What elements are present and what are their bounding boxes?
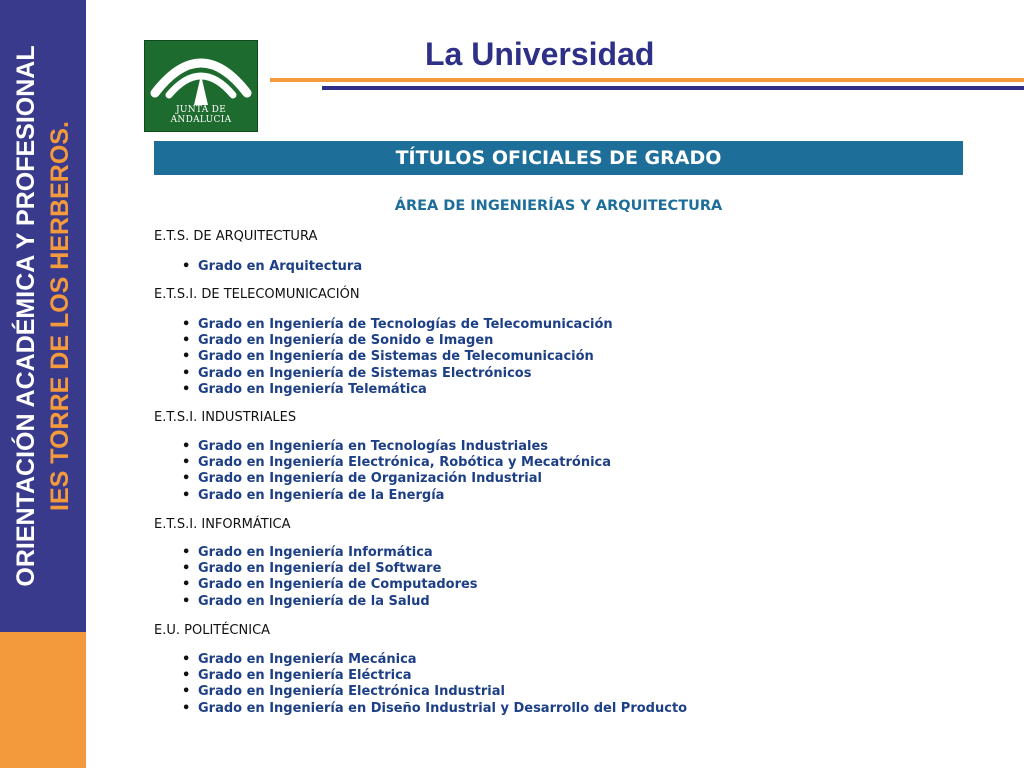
degree-item: • Grado en Ingeniería del Software [182,561,442,577]
degree-label: Grado en Ingeniería Informática [198,545,433,560]
sidebar-caption [9,45,77,586]
degree-label: Grado en Ingeniería de Sonido e Imagen [198,333,494,349]
degree-item: • Grado en Ingeniería de Computadores [182,577,478,593]
degree-item: • Grado en Ingeniería de Sistemas de Telecomunicación [182,349,594,365]
degree-list [182,545,478,610]
sidebar-accent [0,632,86,768]
logo-arch-icon [145,41,257,111]
degree-label: Grado en Ingeniería del Software [198,561,442,577]
degree-label: Grado en Ingeniería Eléctrica [198,668,412,684]
degree-label: Grado en Ingeniería en Diseño Industrial y Desarrollo del Producto [198,700,688,716]
degree-item: • Grado en Ingeniería Electrónica, Robótica y Mecatrónica [182,455,612,471]
degree-label: Grado en Ingeniería de Computadores [198,577,478,593]
school-heading: E.T.S.I. INDUSTRIALES [154,410,297,425]
school-heading: E.U. POLITÉCNICA [154,623,271,638]
degree-label: Grado en Ingeniería de Sistemas Electrónicos [198,365,532,381]
degree-label: Grado en Ingeniería de Organización Industrial [198,471,542,487]
degree-label: Grado en Ingeniería Electrónica Industrial [198,684,505,700]
sidebar-line-school: IES TORRE DE LOS HERBEROS. [46,121,74,511]
degree-list [182,317,613,398]
degree-label: Grado en Ingeniería de la Salud [198,593,430,609]
degree-item: • Grado en Ingeniería Informática [182,545,433,560]
degree-item: • Grado en Ingeniería en Tecnologías Industriales [182,439,549,454]
sidebar-line-orientation: ORIENTACIÓN ACADÉMICA Y PROFESIONAL [12,45,40,587]
degree-item: • Grado en Ingeniería de la Salud [182,593,430,609]
degree-label: Grado en Arquitectura [198,259,363,274]
degree-item: • Grado en Ingeniería de Sonido e Imagen [182,333,494,349]
page-title: La Universidad [425,36,655,72]
title-rule-orange [270,78,1024,82]
degree-label: Grado en Ingeniería de Tecnologías de Telecomunicación [198,317,613,332]
degree-item: • Grado en Ingeniería en Diseño Industrial y Desarrollo del Producto [182,700,688,716]
title-rule-navy [322,86,1024,90]
school-heading: E.T.S. DE ARQUITECTURA [154,229,318,244]
degree-item: • Grado en Arquitectura [182,259,363,274]
degree-list [182,652,687,717]
degree-item: • Grado en Ingeniería de Tecnologías de Telecomunicación [182,317,613,332]
degree-label: Grado en Ingeniería Electrónica, Robótica y Mecatrónica [198,455,612,471]
degree-list [182,259,362,275]
area-heading: ÁREA DE INGENIERÍAS Y ARQUITECTURA [394,198,723,214]
school-heading: E.T.S.I. DE TELECOMUNICACIÓN [154,287,360,302]
degree-label: Grado en Ingeniería de Sistemas de Telecomunicación [198,349,594,365]
school-heading: E.T.S.I. INFORMÁTICA [154,517,291,532]
degree-label: Grado en Ingeniería de la Energía [198,487,445,503]
degree-item: • Grado en Ingeniería de la Energía [182,487,445,503]
degree-item: • Grado en Ingeniería de Sistemas Electrónicos [182,365,532,381]
degree-item: • Grado en Ingeniería Electrónica Industrial [182,684,505,700]
section-banner: TÍTULOS OFICIALES DE GRADO [154,141,963,175]
degree-item: • Grado en Ingeniería de Organización Industrial [182,471,542,487]
degree-label: Grado en Ingeniería Mecánica [198,652,417,667]
degree-list [182,439,611,504]
degree-item: • Grado en Ingeniería Mecánica [182,652,417,667]
degree-label: Grado en Ingeniería Telemática [198,381,427,397]
junta-andalucia-logo [144,40,258,132]
degree-item: • Grado en Ingeniería Telemática [182,381,427,397]
degree-label: Grado en Ingeniería en Tecnologías Industriales [198,439,549,454]
logo-text: JUNTA DE ANDALUCIA [170,105,232,125]
degree-item: • Grado en Ingeniería Eléctrica [182,668,412,684]
